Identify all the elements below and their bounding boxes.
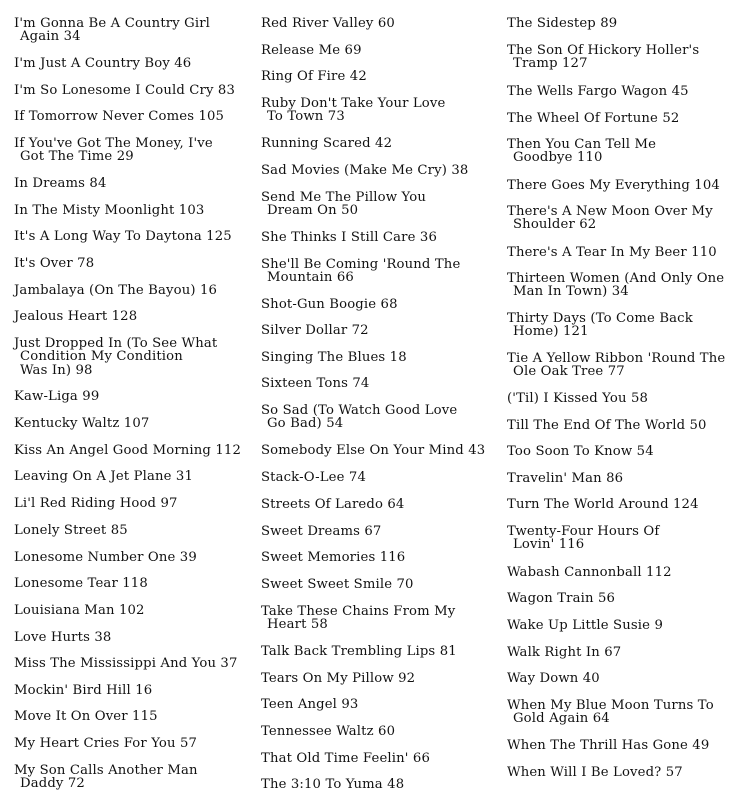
index-entry <box>261 97 505 124</box>
entry-title-line: Send Me The Pillow You <box>261 190 426 205</box>
entry-title-line: Thirteen Women (And Only One <box>507 271 725 286</box>
entry-title-line: Ruby Don't Take Your Love <box>261 96 446 111</box>
index-entry <box>14 137 260 164</box>
entry-title-line: Travelin' Man 86 <box>507 471 624 486</box>
index-entry <box>14 710 260 723</box>
entry-title-line: There Goes My Everything 104 <box>507 178 720 193</box>
index-entry <box>261 298 505 311</box>
entry-title-line: Thirty Days (To Come Back <box>507 311 693 326</box>
index-entry <box>14 284 260 297</box>
index-entry <box>14 84 260 97</box>
entry-title-line: Way Down 40 <box>507 671 600 686</box>
entry-title-line: Louisiana Man 102 <box>14 603 145 618</box>
entry-title-line: My Heart Cries For You 57 <box>14 736 198 751</box>
index-entry <box>261 752 505 765</box>
entry-title-line: Somebody Else On Your Mind 43 <box>261 443 486 458</box>
index-entry <box>261 698 505 711</box>
index-entry <box>261 778 505 791</box>
index-entry <box>507 17 755 30</box>
index-entry <box>507 619 755 632</box>
entry-title-line: Li'l Red Riding Hood 97 <box>14 496 178 511</box>
index-entry <box>507 44 755 71</box>
entry-title-line: Jealous Heart 128 <box>14 309 138 324</box>
entry-continuation-line: Dream On 50 <box>267 203 359 219</box>
index-entry <box>507 566 755 579</box>
entry-title-line: Love Hurts 38 <box>14 630 112 645</box>
entry-continuation-line: Condition My Condition <box>20 349 183 365</box>
index-entry <box>261 645 505 658</box>
index-entry <box>14 497 260 510</box>
index-entry <box>261 672 505 685</box>
index-entry <box>261 258 505 285</box>
entry-title-line: Red River Valley 60 <box>261 16 395 31</box>
index-entry <box>14 17 260 44</box>
index-entry <box>507 138 755 165</box>
index-entry <box>261 578 505 591</box>
entry-title-line: There's A Tear In My Beer 110 <box>507 245 717 260</box>
entry-title-line: My Son Calls Another Man <box>14 763 198 778</box>
entry-continuation-line: Tramp 127 <box>513 56 588 72</box>
entry-title-line: ('Til) I Kissed You 58 <box>507 391 649 406</box>
index-entry <box>507 392 755 405</box>
index-entry <box>14 524 260 537</box>
index-entry <box>14 417 260 430</box>
entry-continuation-line: Mountain 66 <box>267 270 354 286</box>
entry-title-line: Twenty-Four Hours Of <box>507 524 660 539</box>
index-entry <box>507 112 755 125</box>
index-entry <box>507 272 755 299</box>
index-entry <box>507 672 755 685</box>
entry-title-line: Tears On My Pillow 92 <box>261 671 416 686</box>
entry-title-line: I'm So Lonesome I Could Cry 83 <box>14 83 235 98</box>
entry-title-line: Then You Can Tell Me <box>507 137 657 152</box>
entry-title-line: Release Me 69 <box>261 43 362 58</box>
index-entry <box>507 445 755 458</box>
entry-continuation-line: Ole Oak Tree 77 <box>513 364 625 380</box>
entry-title-line: Stack-O-Lee 74 <box>261 470 366 485</box>
index-entry <box>14 737 260 750</box>
entry-title-line: Lonesome Tear 118 <box>14 576 148 591</box>
index-entry <box>261 471 505 484</box>
index-entry <box>261 498 505 511</box>
entry-title-line: Singing The Blues 18 <box>261 350 407 365</box>
entry-title-line: Tie A Yellow Ribbon 'Round The <box>507 351 726 366</box>
index-entry <box>14 257 260 270</box>
entry-title-line: In Dreams 84 <box>14 176 107 191</box>
index-column-1 <box>14 0 260 796</box>
entry-title-line: Walk Right In 67 <box>507 645 622 660</box>
entry-title-line: When The Thrill Has Gone 49 <box>507 738 710 753</box>
entry-title-line: So Sad (To Watch Good Love <box>261 403 458 418</box>
index-entry <box>507 472 755 485</box>
entry-title-line: In The Misty Moonlight 103 <box>14 203 205 218</box>
entry-title-line: Teen Angel 93 <box>261 697 359 712</box>
index-entry <box>14 310 260 323</box>
index-entry <box>14 57 260 70</box>
entry-continuation-line: Gold Again 64 <box>513 711 610 727</box>
index-column-2 <box>261 0 505 796</box>
index-entry <box>14 604 260 617</box>
entry-title-line: When Will I Be Loved? 57 <box>507 765 683 780</box>
index-entry <box>507 699 755 726</box>
entry-continuation-line: Go Bad) 54 <box>267 416 344 432</box>
entry-title-line: Sixteen Tons 74 <box>261 376 370 391</box>
entry-title-line: If Tomorrow Never Comes 105 <box>14 109 225 124</box>
entry-title-line: Leaving On A Jet Plane 31 <box>14 469 193 484</box>
entry-title-line: Kentucky Waltz 107 <box>14 416 150 431</box>
index-entry <box>14 390 260 403</box>
entry-title-line: Just Dropped In (To See What <box>14 336 218 351</box>
entry-title-line: Move It On Over 115 <box>14 709 158 724</box>
index-entry <box>14 204 260 217</box>
index-entry <box>261 404 505 431</box>
entry-title-line: The Wells Fargo Wagon 45 <box>507 84 689 99</box>
entry-title-line: Wagon Train 56 <box>507 591 616 606</box>
entry-title-line: If You've Got The Money, I've <box>14 136 213 151</box>
entry-title-line: Kiss An Angel Good Morning 112 <box>14 443 241 458</box>
entry-title-line: She'll Be Coming 'Round The <box>261 257 461 272</box>
entry-title-line: Sweet Dreams 67 <box>261 524 382 539</box>
index-entry <box>261 351 505 364</box>
index-entry <box>261 70 505 83</box>
index-entry <box>14 657 260 670</box>
index-entry <box>261 191 505 218</box>
entry-continuation-line: Man In Town) 34 <box>513 284 629 300</box>
entry-title-line: Tennessee Waltz 60 <box>261 724 396 739</box>
entry-title-line: The 3:10 To Yuma 48 <box>261 777 405 792</box>
index-entry <box>14 177 260 190</box>
index-entry <box>261 444 505 457</box>
index-entry <box>507 179 755 192</box>
entry-continuation-line: To Town 73 <box>267 109 345 125</box>
index-entry <box>14 631 260 644</box>
entry-title-line: Lonesome Number One 39 <box>14 550 197 565</box>
entry-title-line: Talk Back Trembling Lips 81 <box>261 644 457 659</box>
index-entry <box>261 44 505 57</box>
index-entry <box>507 525 755 552</box>
entry-continuation-line: Daddy 72 <box>20 776 85 792</box>
entry-title-line: Sad Movies (Make Me Cry) 38 <box>261 163 469 178</box>
entry-title-line: The Sidestep 89 <box>507 16 618 31</box>
index-entry <box>14 470 260 483</box>
index-entry <box>14 337 260 377</box>
index-entry <box>507 646 755 659</box>
index-entry <box>507 419 755 432</box>
entry-continuation-line: Heart 58 <box>267 617 328 633</box>
index-entry <box>14 444 260 457</box>
index-entry <box>507 246 755 259</box>
entry-title-line: Too Soon To Know 54 <box>507 444 654 459</box>
index-entry <box>261 605 505 632</box>
index-entry <box>507 85 755 98</box>
index-entry <box>507 352 755 379</box>
entry-title-line: There's A New Moon Over My <box>507 204 713 219</box>
index-entry <box>261 725 505 738</box>
entry-title-line: Silver Dollar 72 <box>261 323 369 338</box>
entry-title-line: The Wheel Of Fortune 52 <box>507 111 680 126</box>
index-entry <box>14 110 260 123</box>
index-entry <box>14 551 260 564</box>
entry-title-line: Lonely Street 85 <box>14 523 128 538</box>
index-entry <box>261 164 505 177</box>
index-entry <box>261 551 505 564</box>
index-entry <box>507 498 755 511</box>
entry-continuation-line: Lovin' 116 <box>513 537 585 553</box>
entry-title-line: I'm Gonna Be A Country Girl <box>14 16 211 31</box>
index-entry <box>14 577 260 590</box>
entry-title-line: That Old Time Feelin' 66 <box>261 751 430 766</box>
entry-title-line: Mockin' Bird Hill 16 <box>14 683 153 698</box>
index-entry <box>261 377 505 390</box>
entry-title-line: It's A Long Way To Daytona 125 <box>14 229 232 244</box>
entry-title-line: When My Blue Moon Turns To <box>507 698 714 713</box>
entry-continuation-line: Home) 121 <box>513 324 589 340</box>
entry-title-line: It's Over 78 <box>14 256 95 271</box>
entry-continuation-line: Was In) 98 <box>20 362 93 378</box>
index-entry <box>507 205 755 232</box>
entry-title-line: Wake Up Little Susie 9 <box>507 618 663 633</box>
index-entry <box>507 312 755 339</box>
index-entry <box>507 766 755 779</box>
entry-title-line: Turn The World Around 124 <box>507 497 699 512</box>
index-entry <box>14 764 260 791</box>
entry-continuation-line: Shoulder 62 <box>513 217 597 233</box>
index-entry <box>507 592 755 605</box>
entry-continuation-line: Got The Time 29 <box>20 149 134 165</box>
entry-title-line: Sweet Memories 116 <box>261 550 406 565</box>
index-entry <box>261 324 505 337</box>
entry-continuation-line: Again 34 <box>20 29 81 45</box>
entry-title-line: The Son Of Hickory Holler's <box>507 43 700 58</box>
entry-title-line: Miss The Mississippi And You 37 <box>14 656 238 671</box>
entry-title-line: Jambalaya (On The Bayou) 16 <box>14 283 218 298</box>
index-entry <box>14 684 260 697</box>
entry-continuation-line: Goodbye 110 <box>513 150 603 166</box>
entry-title-line: Shot-Gun Boogie 68 <box>261 297 398 312</box>
index-entry <box>261 525 505 538</box>
index-entry <box>507 739 755 752</box>
index-entry <box>261 137 505 150</box>
entry-title-line: Kaw-Liga 99 <box>14 389 100 404</box>
entry-title-line: Wabash Cannonball 112 <box>507 565 672 580</box>
entry-title-line: Running Scared 42 <box>261 136 393 151</box>
index-entry <box>14 230 260 243</box>
entry-title-line: Streets Of Laredo 64 <box>261 497 405 512</box>
index-entry <box>261 17 505 30</box>
entry-title-line: Sweet Sweet Smile 70 <box>261 577 414 592</box>
index-column-3 <box>507 0 755 796</box>
entry-title-line: Take These Chains From My <box>261 604 456 619</box>
entry-title-line: Ring Of Fire 42 <box>261 69 367 84</box>
index-entry <box>261 231 505 244</box>
entry-title-line: Till The End Of The World 50 <box>507 418 707 433</box>
entry-title-line: She Thinks I Still Care 36 <box>261 230 437 245</box>
entry-title-line: I'm Just A Country Boy 46 <box>14 56 192 71</box>
